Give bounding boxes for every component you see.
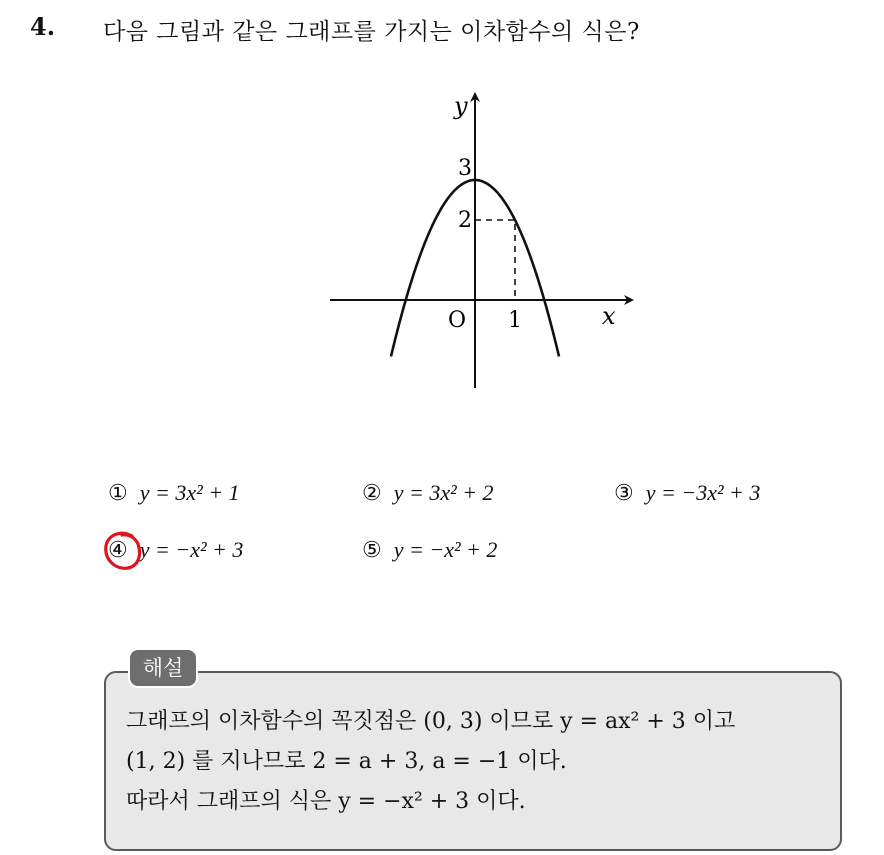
choice-2[interactable] — [362, 480, 494, 506]
solution-line-2: (1, 2) 를 지나므로 2 = a + 3, a = −1 이다. — [126, 749, 567, 774]
x-tick-label: 1 — [508, 308, 522, 333]
solution-line-1: 그래프의 이차함수의 꼭짓점은 (0, 3) 이므로 y = ax² + 3 이고 — [126, 709, 736, 734]
parabola-graph — [320, 86, 650, 396]
choice-number: ① — [108, 481, 128, 506]
choice-number: ⑤ — [362, 538, 382, 563]
choice-number: ④ — [108, 538, 128, 563]
choice-5[interactable] — [362, 537, 497, 563]
x-axis-label: x — [602, 302, 616, 330]
y-tick-label-3: 3 — [458, 156, 472, 181]
choice-equation: y = −x² + 2 — [393, 537, 498, 562]
y-tick-label-2: 2 — [458, 208, 472, 233]
choice-1[interactable] — [108, 480, 240, 506]
choice-number: ② — [362, 481, 382, 506]
choice-equation: y = 3x² + 2 — [393, 480, 494, 505]
dashed-guide-to-point — [475, 220, 515, 300]
choice-equation: y = −3x² + 3 — [645, 480, 761, 505]
choice-number: ③ — [614, 481, 634, 506]
choice-equation: y = 3x² + 1 — [139, 480, 240, 505]
question-number: 4. — [30, 12, 56, 41]
y-axis-label: y — [454, 92, 468, 120]
choice-3[interactable] — [614, 480, 760, 506]
solution-line-3: 따라서 그래프의 식은 y = −x² + 3 이다. — [126, 789, 526, 814]
answer-circle-mark — [102, 530, 144, 572]
question-text: 다음 그림과 같은 그래프를 가지는 이차함수의 식은? — [103, 19, 640, 45]
solution-label: 해설 — [128, 648, 198, 688]
origin-label: O — [448, 308, 467, 333]
choice-equation: y = −x² + 3 — [139, 537, 244, 562]
